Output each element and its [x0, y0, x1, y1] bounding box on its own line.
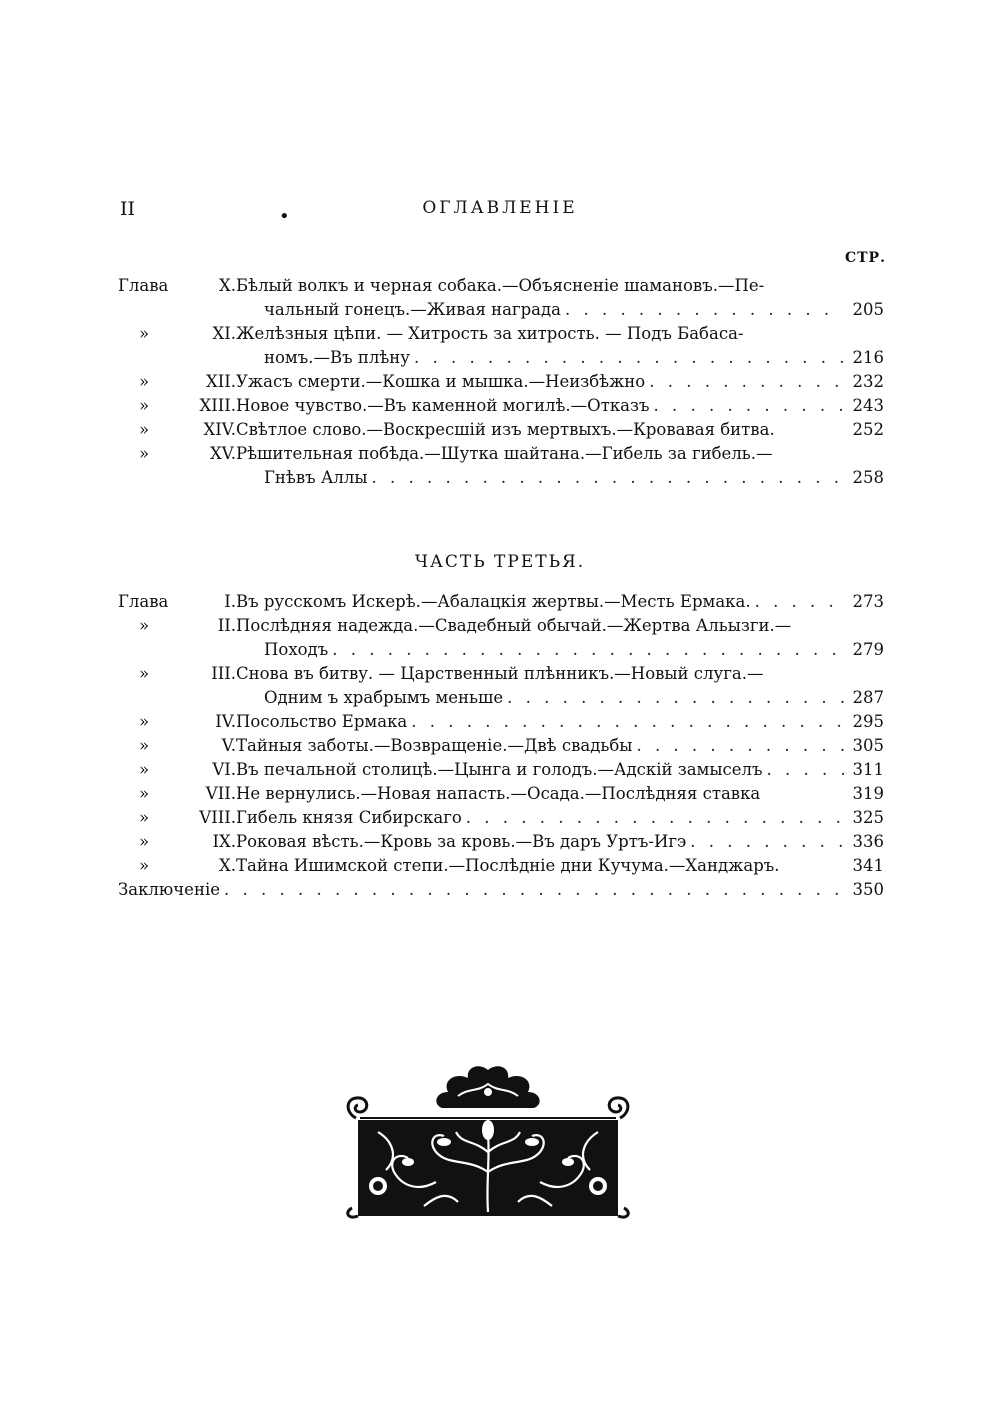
- toc-entry-conclusion[interactable]: [118, 878, 884, 902]
- toc-entry[interactable]: [118, 854, 884, 878]
- chapter-number: I.: [224, 592, 236, 611]
- toc-section-2: [118, 590, 884, 902]
- toc-entry[interactable]: [118, 710, 884, 734]
- toc-entry[interactable]: [118, 418, 884, 442]
- dot-leader: [224, 878, 844, 902]
- chapter-number: XII.: [205, 372, 236, 391]
- entry-label: »: [138, 856, 150, 875]
- entry-page: 341: [852, 856, 884, 875]
- entry-label: »: [138, 712, 150, 731]
- entry-title-line: Посольство Ермака: [236, 712, 408, 731]
- entry-title-line: Послѣдняя надежда.—Свадебный обычай.—Жертва Альызги.—: [236, 616, 792, 635]
- dot-leader: [649, 370, 844, 394]
- entry-label: »: [138, 784, 150, 803]
- toc-entry[interactable]: [118, 370, 884, 394]
- chapter-number: X.: [219, 276, 236, 295]
- entry-page: 287: [852, 688, 884, 707]
- page-title: ОГЛАВЛЕНІЕ: [422, 198, 578, 218]
- entry-title-line: Новое чувство.—Въ каменной могилѣ.—Отказъ: [236, 396, 650, 415]
- entry-page: 336: [852, 832, 884, 851]
- entry-page: 216: [852, 348, 884, 367]
- chapter-number: II.: [217, 616, 236, 635]
- entry-title-line: Заключеніе: [118, 880, 220, 899]
- toc-entry[interactable]: [118, 734, 884, 758]
- dot-leader: [411, 710, 844, 734]
- entry-page: 325: [852, 808, 884, 827]
- entry-title-line: Въ русскомъ Искерѣ.—Абалацкія жертвы.—Месть Ермака.: [236, 592, 751, 611]
- chapter-number: IX.: [212, 832, 236, 851]
- dot-leader: [636, 734, 844, 758]
- toc-entry[interactable]: [118, 614, 884, 662]
- page-column-heading: СТР.: [845, 250, 886, 266]
- entry-label: »: [138, 324, 150, 343]
- entry-page: 273: [852, 592, 884, 611]
- chapter-number: III.: [211, 664, 236, 683]
- dot-leader: [372, 466, 845, 490]
- entry-title-line: Тайныя заботы.—Возвращеніе.—Двѣ свадьбы: [236, 736, 633, 755]
- toc-section-1: [118, 274, 884, 490]
- toc-entry[interactable]: [118, 590, 884, 614]
- chapter-number: VIII.: [199, 808, 236, 827]
- chapter-number: XIV.: [203, 420, 236, 439]
- entry-label: »: [138, 664, 150, 683]
- dot-leader: [755, 590, 844, 614]
- entry-page: 243: [852, 396, 884, 415]
- toc-entry[interactable]: [118, 806, 884, 830]
- dot-leader: [414, 346, 844, 370]
- entry-label: »: [138, 372, 150, 391]
- entry-page: 350: [852, 880, 884, 899]
- entry-page: 232: [852, 372, 884, 391]
- dot-leader: [507, 686, 844, 710]
- entry-page: 252: [852, 420, 884, 439]
- entry-title-line: Походъ: [264, 640, 329, 659]
- part-title: ЧАСТЬ ТРЕТЬЯ.: [414, 552, 586, 572]
- toc-entry[interactable]: [118, 322, 884, 370]
- entry-title-line: Гнѣвъ Аллы: [264, 468, 368, 487]
- dot-mark: •: [279, 206, 290, 227]
- entry-title-line: Гибель князя Сибирскаго: [236, 808, 462, 827]
- entry-page: 305: [852, 736, 884, 755]
- entry-label: »: [138, 396, 150, 415]
- toc-entry[interactable]: [118, 442, 884, 490]
- entry-title-line: Роковая вѣсть.—Кровь за кровь.—Въ даръ Уртъ-Игэ: [236, 832, 687, 851]
- chapter-number: XIII.: [199, 396, 236, 415]
- dot-leader: [466, 806, 844, 830]
- entry-title-line: Бѣлый волкъ и черная собака.—Объясненіе шамановъ.—Пе-: [236, 276, 765, 295]
- chapter-number: XI.: [212, 324, 236, 343]
- dot-leader: [565, 298, 844, 322]
- page-number: II: [120, 198, 136, 220]
- chapter-number: X.: [219, 856, 236, 875]
- chapter-number: V.: [221, 736, 236, 755]
- dot-leader: [690, 830, 844, 854]
- toc-entry[interactable]: [118, 782, 884, 806]
- entry-title-line: Рѣшительная побѣда.—Шутка шайтана.—Гибель за гибель.—: [236, 444, 773, 463]
- entry-title-line: Снова въ битву. — Царственный плѣнникъ.—Новый слуга.—: [236, 664, 764, 683]
- toc-entry[interactable]: [118, 274, 884, 322]
- entry-title-line: Свѣтлое слово.—Воскресшій изъ мертвыхъ.—Кровавая битва.: [236, 420, 775, 439]
- entry-label: Глава: [118, 276, 169, 295]
- entry-page: 319: [852, 784, 884, 803]
- chapter-number: VI.: [212, 760, 236, 779]
- toc-entry[interactable]: [118, 758, 884, 782]
- entry-page: 311: [852, 760, 884, 779]
- entry-page: 295: [852, 712, 884, 731]
- entry-title-line: номъ.—Въ плѣну: [264, 348, 411, 367]
- entry-title-line: Одним ъ храбрымъ меньше: [264, 688, 504, 707]
- toc-entry[interactable]: [118, 394, 884, 418]
- entry-label: »: [138, 760, 150, 779]
- toc-entry[interactable]: [118, 830, 884, 854]
- entry-label: »: [138, 808, 150, 827]
- toc-entry[interactable]: [118, 662, 884, 710]
- entry-title-line: Ужасъ смерти.—Кошка и мышка.—Неизбѣжно: [236, 372, 646, 391]
- entry-label: »: [138, 832, 150, 851]
- dot-leader: [332, 638, 844, 662]
- entry-page: 205: [852, 300, 884, 319]
- entry-label: Глава: [118, 592, 169, 611]
- entry-title-line: Желѣзныя цѣпи. — Хитрость за хитрость. — Подъ Бабаса-: [236, 324, 744, 343]
- entry-title-line: Не вернулись.—Новая напасть.—Осада.—Послѣдняя ставка: [236, 784, 761, 803]
- entry-label: »: [138, 420, 150, 439]
- chapter-number: XV.: [209, 444, 236, 463]
- entry-title-line: Тайна Ишимской степи.—Послѣдніе дни Кучума.—Ханджаръ.: [236, 856, 780, 875]
- dot-leader: [767, 758, 844, 782]
- entry-page: 279: [852, 640, 884, 659]
- chapter-number: VII.: [205, 784, 236, 803]
- entry-title-line: Въ печальной столицѣ.—Цынга и голодъ.—Адскій замыселъ: [236, 760, 763, 779]
- chapter-number: IV.: [215, 712, 236, 731]
- entry-title-line: чальный гонецъ.—Живая награда: [264, 300, 561, 319]
- entry-page: 258: [852, 468, 884, 487]
- dot-leader: [653, 394, 844, 418]
- entry-label: »: [138, 444, 150, 463]
- entry-label: »: [138, 616, 150, 635]
- decorative-tailpiece-icon: [338, 1062, 638, 1222]
- entry-label: »: [138, 736, 150, 755]
